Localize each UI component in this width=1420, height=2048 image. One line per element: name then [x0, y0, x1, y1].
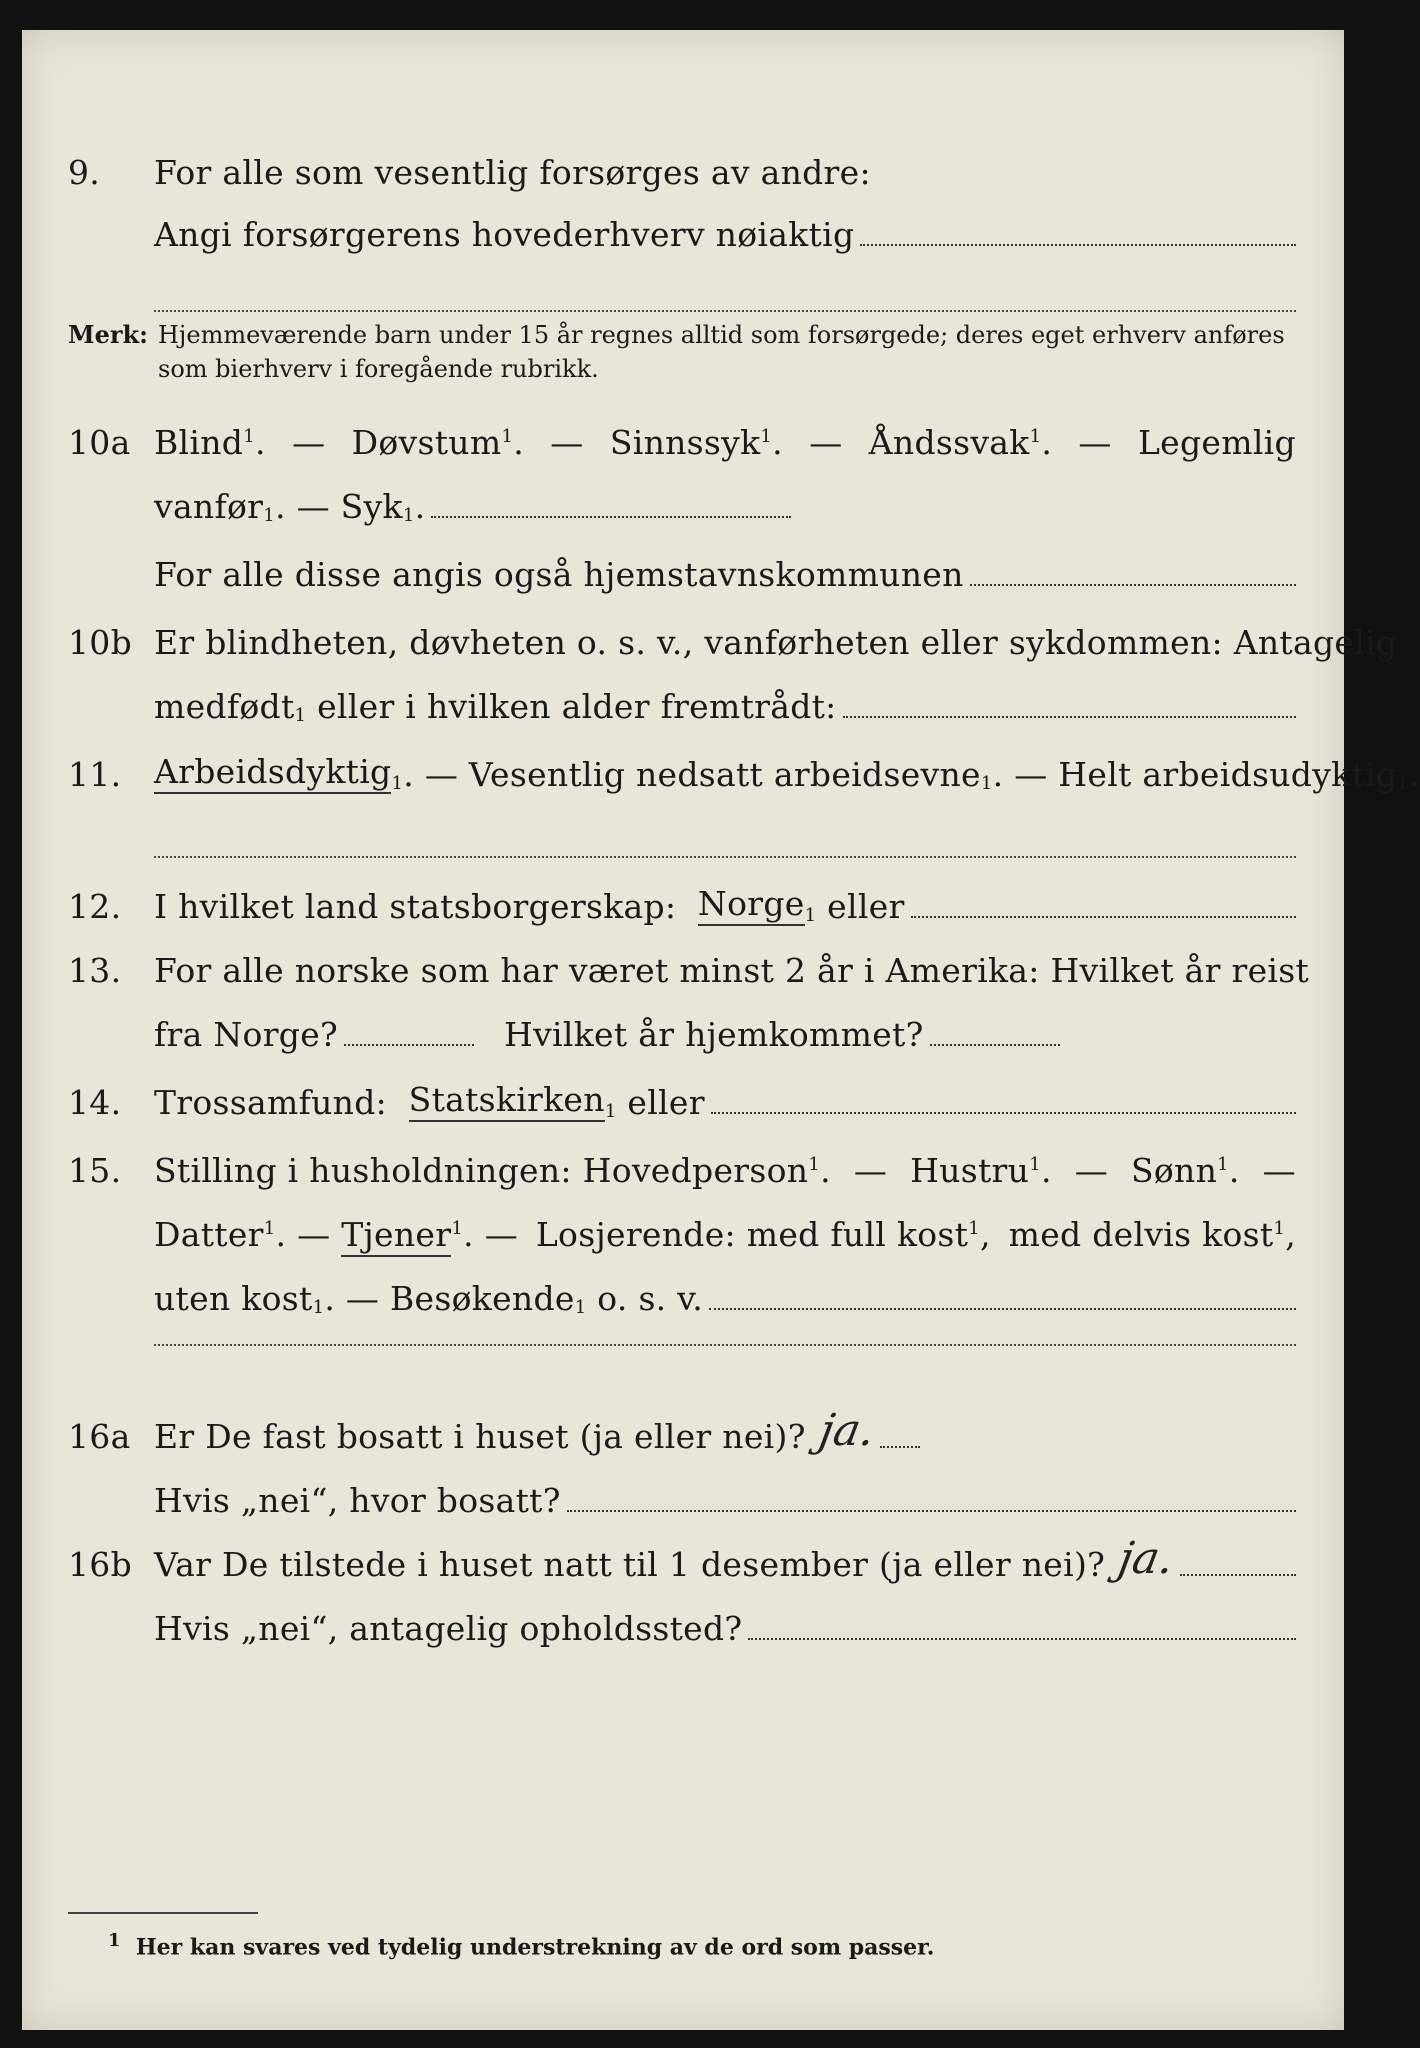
- note-merk: [68, 318, 1296, 386]
- footnote-rule: [68, 1912, 258, 1914]
- question-number: 10a: [68, 423, 131, 462]
- answer-line[interactable]: [860, 244, 1296, 246]
- footnote-text: Her kan svares ved tydelig understrekning av de ord som passer.: [135, 1934, 935, 1961]
- answer-line[interactable]: [344, 1044, 474, 1046]
- question-11: 11. Arbeidsdyktig 1 . — Vesentlig nedsatt arbeidsevne 1 . — Helt arbeidsudyktig 1 .: [68, 752, 1420, 794]
- question-number: 15.: [68, 1151, 122, 1190]
- answer-line[interactable]: [154, 310, 1296, 312]
- question-16a: 16a Er De fast bosatt i huset (ja eller nei)? ja.: [22, 1402, 1344, 1462]
- question-16b-line2: Hvis „nei“, antagelig opholdssted?: [22, 1594, 1344, 1654]
- question-15-line3: uten kost 1 . — Besøkende 1 o. s. v.: [22, 1264, 1344, 1324]
- option-tjener[interactable]: Tjener: [341, 1215, 451, 1257]
- answer-line[interactable]: [567, 1510, 1296, 1512]
- handwritten-answer[interactable]: ja.: [1114, 1533, 1179, 1584]
- answer-line[interactable]: [843, 716, 1296, 718]
- question-14: 14. Trossamfund: Statskirken 1 eller: [22, 1068, 1344, 1128]
- note-text: Hjemmeværende barn under 15 år regnes alltid som forsørgede; deres eget erhverv anføres som bierhverv i foregående rubrikk.: [158, 321, 1285, 383]
- answer-line[interactable]: [911, 916, 1296, 918]
- question-10a: 10a Blind$^1$. — Døvstum$^1$. — Sinnssyk$^1$. — Åndssvak$^1$. — Legemlig: [68, 423, 1296, 462]
- answer-line[interactable]: [748, 1638, 1296, 1640]
- question-9-line2: Angi forsørgerens hovederhverv nøiaktig: [22, 200, 1344, 260]
- question-16a-line2: Hvis „nei“, hvor bosatt?: [22, 1466, 1344, 1526]
- question-15: 15. Stilling i husholdningen: Hovedperson$^1$. — Hustru$^1$. — Sønn$^1$. —: [68, 1151, 1296, 1190]
- question-number: 14.: [68, 1083, 122, 1122]
- option-arbeidsdyktig[interactable]: Arbeidsdyktig: [154, 752, 391, 794]
- question-10a-line3: For alle disse angis også hjemstavnskommunen: [22, 540, 1344, 600]
- question-9: [22, 138, 1344, 198]
- question-13-line2: fra Norge? Hvilket år hjemkommet?: [22, 1000, 1344, 1060]
- question-text: For alle som vesentlig forsørges av andre:: [154, 153, 871, 192]
- question-number: 10b: [68, 623, 133, 662]
- handwritten-answer[interactable]: ja.: [815, 1405, 879, 1456]
- footnote: [108, 1930, 934, 1960]
- question-10b: 10b Er blindheten, døvheten o. s. v., vanførheten eller sykdommen: Antagelig: [68, 623, 1398, 662]
- question-number: 11.: [68, 755, 122, 794]
- footnote-mark: 1: [108, 1930, 121, 1951]
- answer-line[interactable]: [711, 1112, 1296, 1114]
- answer-line[interactable]: [709, 1308, 1296, 1310]
- census-form-page: [22, 30, 1420, 2030]
- question-number: 16a: [68, 1417, 131, 1456]
- question-number: 9.: [68, 153, 101, 192]
- note-label: Merk:: [68, 320, 148, 349]
- question-number: 12.: [68, 887, 122, 926]
- option-nedsatt[interactable]: Vesentlig nedsatt arbeidsevne: [468, 755, 981, 794]
- question-number: 16b: [68, 1545, 133, 1584]
- answer-line[interactable]: [970, 584, 1296, 586]
- option-statskirken[interactable]: Statskirken: [409, 1080, 605, 1122]
- question-13: 13. For alle norske som har været minst 2 år i Amerika: Hvilket år reist: [68, 951, 1310, 990]
- question-10b-line2: medfødt 1 eller i hvilken alder fremtrådt:: [22, 672, 1344, 732]
- question-10a-line2: vanfør 1 . — Syk 1 .: [22, 472, 1344, 532]
- question-number: 13.: [68, 951, 122, 990]
- answer-line[interactable]: [154, 1344, 1296, 1346]
- option-norge[interactable]: Norge: [698, 884, 805, 926]
- option-udyktig[interactable]: Helt arbeidsudyktig: [1058, 755, 1398, 794]
- answer-line[interactable]: [431, 516, 791, 518]
- answer-line[interactable]: [154, 856, 1296, 858]
- question-16b: 16b Var De tilstede i huset natt til 1 desember (ja eller nei)? ja.: [22, 1530, 1344, 1590]
- question-12: 12. I hvilket land statsborgerskap: Norge 1 eller: [22, 872, 1344, 932]
- answer-line[interactable]: [930, 1044, 1060, 1046]
- question-15-line2: Datter$^1$. — Tjener$^1$. — Losjerende: med full kost$^1$, med delvis kost$^1$,: [22, 1200, 1344, 1260]
